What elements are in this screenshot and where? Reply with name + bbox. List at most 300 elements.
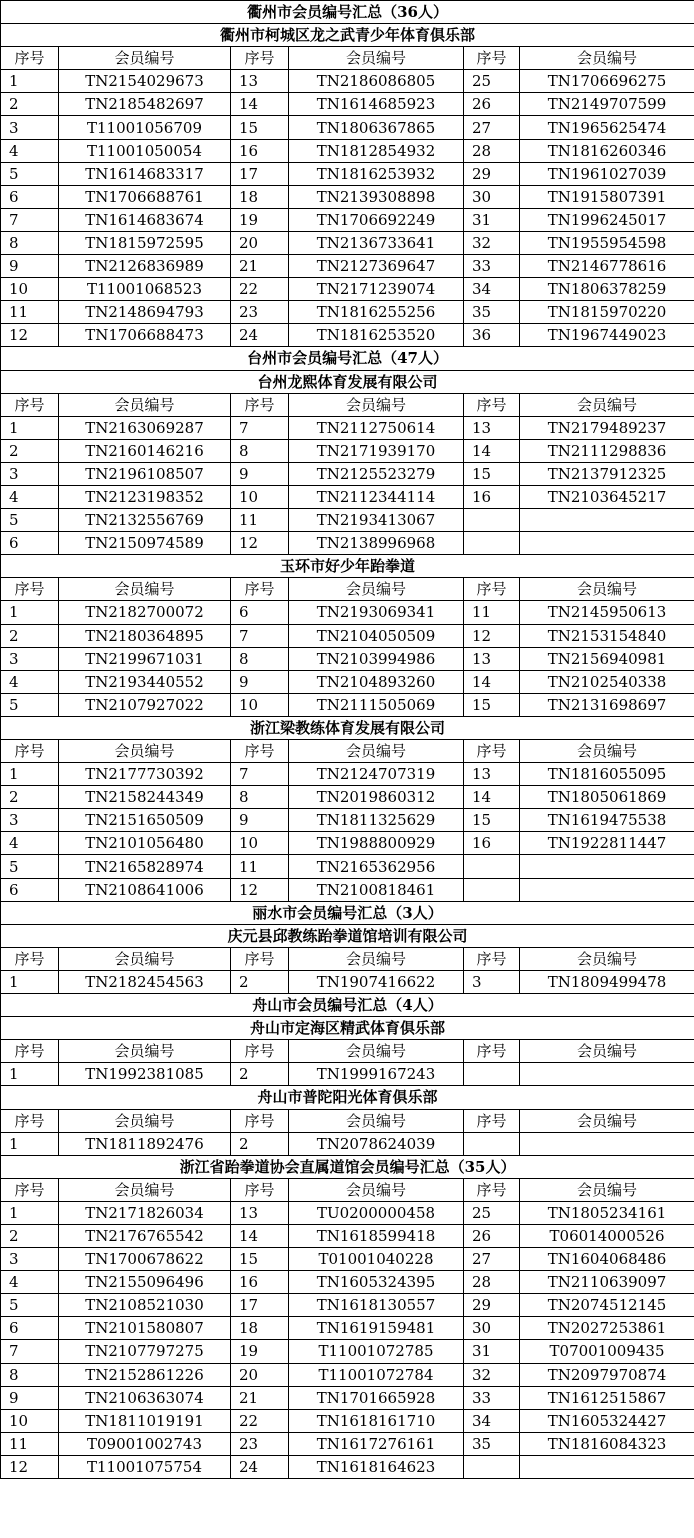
member-number-cell: TN1805061869 [520,786,694,809]
member-number-cell: TN2171826034 [59,1201,231,1224]
seq-cell: 29 [464,162,520,185]
seq-cell: 10 [231,693,289,716]
seq-cell: 1 [1,1201,59,1224]
table-row [1,1432,694,1455]
member-number-cell: TN2193413067 [289,509,464,532]
seq-cell: 9 [231,670,289,693]
member-number-cell: TN2125523279 [289,462,464,485]
seq-cell: 3 [1,809,59,832]
seq-cell: 15 [464,693,520,716]
table-row [1,1132,694,1155]
member-number-column-header: 会员编号 [59,47,231,70]
member-number-cell [520,532,694,555]
member-number-cell: TN1815972595 [59,231,231,254]
table-row [1,324,694,347]
member-number-cell: TN2104050509 [289,624,464,647]
member-number-cell: TN1605324395 [289,1271,464,1294]
member-number-cell: TN2199671031 [59,647,231,670]
member-number-column-header: 会员编号 [520,1178,694,1201]
seq-cell: 30 [464,1317,520,1340]
column-header-row [1,1040,694,1063]
seq-cell: 20 [231,1363,289,1386]
member-number-cell: TN1996245017 [520,208,694,231]
seq-cell: 12 [231,532,289,555]
seq-cell: 8 [231,647,289,670]
seq-cell: 9 [231,462,289,485]
member-number-cell: TN2179489237 [520,416,694,439]
seq-column-header: 序号 [464,1040,520,1063]
member-number-cell: T07001009435 [520,1340,694,1363]
seq-cell: 5 [1,162,59,185]
seq-cell: 13 [464,416,520,439]
member-number-cell: TN2101580807 [59,1317,231,1340]
table-row [1,485,694,508]
seq-cell: 12 [231,878,289,901]
column-header-row [1,947,694,970]
member-number-cell: TN2111505069 [289,693,464,716]
member-number-cell: TN1618599418 [289,1224,464,1247]
seq-cell: 12 [464,624,520,647]
member-number-cell: TN1811325629 [289,809,464,832]
member-number-cell: TN2102540338 [520,670,694,693]
member-number-cell: TN2160146216 [59,439,231,462]
seq-column-header: 序号 [231,578,289,601]
city-summary-title: 台州市会员编号汇总（47人） [1,347,694,370]
table-row [1,693,694,716]
seq-cell: 22 [231,1409,289,1432]
table-row [1,462,694,485]
seq-cell: 4 [1,670,59,693]
seq-cell: 14 [464,786,520,809]
seq-cell: 27 [464,1248,520,1271]
member-number-cell: TN1816055095 [520,763,694,786]
member-number-column-header: 会员编号 [289,1109,464,1132]
table-row [1,1386,694,1409]
seq-cell: 27 [464,116,520,139]
seq-cell: 6 [1,185,59,208]
seq-cell: 5 [1,855,59,878]
seq-cell: 2 [1,439,59,462]
seq-cell: 10 [231,485,289,508]
member-number-cell: TN2112344114 [289,485,464,508]
seq-cell: 20 [231,231,289,254]
seq-cell: 31 [464,1340,520,1363]
seq-cell: 3 [1,647,59,670]
table-row [1,301,694,324]
seq-cell: 18 [231,185,289,208]
member-number-cell: TN1915807391 [520,185,694,208]
member-number-cell: TN2132556769 [59,509,231,532]
member-number-column-header: 会员编号 [520,740,694,763]
member-number-column-header: 会员编号 [520,1040,694,1063]
member-number-cell: TN1618161710 [289,1409,464,1432]
table-row [1,509,694,532]
city-summary-title: 衢州市会员编号汇总（36人） [1,1,694,24]
member-number-cell: TN1809499478 [520,970,694,993]
seq-cell: 1 [1,70,59,93]
member-number-cell: TN1816253932 [289,162,464,185]
member-number-column-header: 会员编号 [59,578,231,601]
member-number-column-header: 会员编号 [59,1178,231,1201]
table-row [1,878,694,901]
table-row [1,763,694,786]
member-number-cell [520,855,694,878]
member-number-cell: TN1992381085 [59,1063,231,1086]
seq-cell: 13 [231,70,289,93]
member-number-cell: TN1961027039 [520,162,694,185]
member-number-column-header: 会员编号 [289,740,464,763]
table-row [1,809,694,832]
seq-cell: 3 [1,462,59,485]
member-number-cell: TN2107797275 [59,1340,231,1363]
seq-cell: 5 [1,693,59,716]
seq-column-header: 序号 [231,740,289,763]
member-number-cell: TN1805234161 [520,1201,694,1224]
member-number-cell: TN1806367865 [289,116,464,139]
seq-cell: 13 [464,763,520,786]
club-name-title-row [1,716,694,739]
table-row [1,1340,694,1363]
member-number-cell: TN2153154840 [520,624,694,647]
city-summary-title: 丽水市会员编号汇总（3人） [1,901,694,924]
seq-cell [464,509,520,532]
member-number-cell: TN2182700072 [59,601,231,624]
seq-cell: 10 [1,278,59,301]
member-number-cell: TN2103994986 [289,647,464,670]
table-body [1,1,694,1479]
seq-column-header: 序号 [231,1178,289,1201]
member-number-cell: TN1614683674 [59,208,231,231]
seq-column-header: 序号 [1,578,59,601]
seq-cell: 28 [464,139,520,162]
city-summary-title-row [1,1,694,24]
member-number-cell: TN2196108507 [59,462,231,485]
seq-cell: 12 [1,324,59,347]
club-name-title: 玉环市好少年跆拳道 [1,555,694,578]
seq-cell: 1 [1,601,59,624]
seq-cell [464,1063,520,1086]
member-number-cell: TN1612515867 [520,1386,694,1409]
seq-cell: 16 [464,485,520,508]
seq-cell: 7 [1,208,59,231]
member-number-column-header: 会员编号 [59,947,231,970]
member-number-column-header: 会员编号 [289,578,464,601]
column-header-row [1,1109,694,1132]
member-number-cell: TN1967449023 [520,324,694,347]
member-number-cell: TN2156940981 [520,647,694,670]
member-number-cell: TN2027253861 [520,1317,694,1340]
member-number-column-header: 会员编号 [520,47,694,70]
member-number-cell: TN2101056480 [59,832,231,855]
seq-cell: 16 [231,139,289,162]
seq-cell: 15 [464,809,520,832]
member-number-cell: TN1988800929 [289,832,464,855]
seq-cell: 11 [1,301,59,324]
seq-cell: 17 [231,162,289,185]
seq-column-header: 序号 [231,47,289,70]
seq-cell: 8 [231,786,289,809]
member-number-cell: T01001040228 [289,1248,464,1271]
table-row [1,601,694,624]
club-name-title-row [1,555,694,578]
seq-column-header: 序号 [1,1040,59,1063]
member-number-cell [520,1132,694,1155]
seq-cell: 21 [231,255,289,278]
table-row [1,1409,694,1432]
member-number-cell: T11001075754 [59,1455,231,1478]
seq-cell: 1 [1,1063,59,1086]
table-row [1,1248,694,1271]
seq-column-header: 序号 [1,393,59,416]
member-number-cell: TN2111298836 [520,439,694,462]
table-row [1,1224,694,1247]
table-row [1,162,694,185]
club-name-title-row [1,1086,694,1109]
seq-cell: 5 [1,509,59,532]
city-summary-title: 浙江省跆拳道协会直属道馆会员编号汇总（35人） [1,1155,694,1178]
seq-cell: 15 [231,1248,289,1271]
seq-cell: 11 [231,855,289,878]
seq-cell: 9 [1,255,59,278]
member-number-cell: TN2138996968 [289,532,464,555]
member-number-cell: TN2165362956 [289,855,464,878]
member-number-cell: TN2145950613 [520,601,694,624]
seq-column-header: 序号 [1,47,59,70]
member-number-cell: TN1614685923 [289,93,464,116]
member-number-cell: TN1816084323 [520,1432,694,1455]
member-number-cell: TN2171939170 [289,439,464,462]
table-row [1,439,694,462]
member-number-cell: TN2107927022 [59,693,231,716]
seq-column-header: 序号 [464,393,520,416]
member-number-cell: TN1614683317 [59,162,231,185]
seq-cell [464,1455,520,1478]
club-name-title-row [1,24,694,47]
member-number-cell: TN2108521030 [59,1294,231,1317]
member-number-column-header: 会员编号 [520,578,694,601]
member-number-cell: TN2154029673 [59,70,231,93]
member-number-cell: TN2171239074 [289,278,464,301]
member-number-cell: TN1816260346 [520,139,694,162]
seq-cell: 30 [464,185,520,208]
seq-cell: 14 [231,1224,289,1247]
seq-cell: 14 [464,670,520,693]
member-number-column-header: 会员编号 [289,947,464,970]
city-summary-title: 舟山市会员编号汇总（4人） [1,994,694,1017]
table-row [1,855,694,878]
member-number-cell: TN2186086805 [289,70,464,93]
seq-cell: 2 [231,970,289,993]
seq-cell: 2 [1,624,59,647]
member-number-cell: T11001072785 [289,1340,464,1363]
seq-cell: 1 [1,763,59,786]
member-number-cell: TN2124707319 [289,763,464,786]
seq-cell: 24 [231,324,289,347]
seq-cell: 1 [1,1132,59,1155]
city-summary-title-row [1,994,694,1017]
club-name-title: 台州龙熙体育发展有限公司 [1,370,694,393]
seq-cell: 12 [1,1455,59,1478]
member-number-cell: TN1811892476 [59,1132,231,1155]
member-number-cell: TN2150974589 [59,532,231,555]
seq-cell: 14 [464,439,520,462]
member-number-cell: TN1604068486 [520,1248,694,1271]
seq-cell: 10 [1,1409,59,1432]
member-number-cell [520,1455,694,1478]
member-number-cell: TN2019860312 [289,786,464,809]
club-name-title: 浙江梁教练体育发展有限公司 [1,716,694,739]
table-row [1,231,694,254]
column-header-row [1,578,694,601]
member-number-cell: TN1706696275 [520,70,694,93]
member-number-cell: TN2104893260 [289,670,464,693]
seq-cell: 13 [231,1201,289,1224]
member-number-cell: TN2146778616 [520,255,694,278]
member-number-column-header: 会员编号 [289,1040,464,1063]
seq-cell: 33 [464,255,520,278]
member-number-cell: TN2136733641 [289,231,464,254]
seq-cell: 8 [1,231,59,254]
seq-column-header: 序号 [231,1109,289,1132]
member-number-cell: TN1605324427 [520,1409,694,1432]
member-number-cell: TN2123198352 [59,485,231,508]
seq-column-header: 序号 [231,947,289,970]
seq-cell: 11 [1,1432,59,1455]
seq-cell: 7 [231,416,289,439]
seq-cell: 2 [231,1063,289,1086]
seq-cell: 24 [231,1455,289,1478]
member-number-cell: TN1922811447 [520,832,694,855]
member-number-cell: TN2078624039 [289,1132,464,1155]
member-number-cell: TN1706692249 [289,208,464,231]
seq-cell: 29 [464,1294,520,1317]
member-number-cell: TN2097970874 [520,1363,694,1386]
table-row [1,624,694,647]
city-summary-title-row [1,347,694,370]
seq-cell: 13 [464,647,520,670]
member-number-column-header: 会员编号 [59,1109,231,1132]
seq-cell: 16 [464,832,520,855]
member-number-cell: TN2163069287 [59,416,231,439]
seq-cell: 11 [464,601,520,624]
club-name-title: 衢州市柯城区龙之武青少年体育俱乐部 [1,24,694,47]
seq-cell: 8 [231,439,289,462]
club-name-title: 舟山市普陀阳光体育俱乐部 [1,1086,694,1109]
seq-column-header: 序号 [464,1109,520,1132]
seq-cell: 6 [231,601,289,624]
member-number-cell: TN2193069341 [289,601,464,624]
member-number-cell: TN2103645217 [520,485,694,508]
seq-column-header: 序号 [464,578,520,601]
table-row [1,93,694,116]
seq-cell: 17 [231,1294,289,1317]
member-number-cell: TN2193440552 [59,670,231,693]
column-header-row [1,47,694,70]
table-row [1,1455,694,1478]
seq-column-header: 序号 [231,1040,289,1063]
member-number-column-header: 会员编号 [289,47,464,70]
seq-cell: 15 [231,116,289,139]
table-row [1,208,694,231]
seq-cell: 26 [464,93,520,116]
seq-cell: 25 [464,70,520,93]
member-number-cell: TN2110639097 [520,1271,694,1294]
seq-cell: 4 [1,485,59,508]
table-row [1,416,694,439]
member-number-column-header: 会员编号 [520,947,694,970]
member-number-cell: TN1618130557 [289,1294,464,1317]
member-number-cell: TN2149707599 [520,93,694,116]
seq-cell: 32 [464,1363,520,1386]
seq-cell: 10 [231,832,289,855]
seq-column-header: 序号 [231,393,289,416]
table-row [1,255,694,278]
member-number-cell: T11001056709 [59,116,231,139]
member-number-cell: TN1806378259 [520,278,694,301]
member-number-column-header: 会员编号 [520,1109,694,1132]
seq-column-header: 序号 [464,47,520,70]
table-row [1,670,694,693]
table-row [1,647,694,670]
member-number-column-header: 会员编号 [59,393,231,416]
city-summary-title-row [1,901,694,924]
table-row [1,185,694,208]
seq-cell: 34 [464,278,520,301]
member-number-cell: TN2139308898 [289,185,464,208]
seq-column-header: 序号 [464,1178,520,1201]
city-summary-title-row [1,1155,694,1178]
member-number-cell: TN2185482697 [59,93,231,116]
member-number-cell: TN2152861226 [59,1363,231,1386]
member-number-column-header: 会员编号 [289,1178,464,1201]
seq-cell: 1 [1,970,59,993]
seq-cell: 3 [464,970,520,993]
seq-cell: 21 [231,1386,289,1409]
seq-cell: 4 [1,832,59,855]
table-row [1,1271,694,1294]
seq-cell: 25 [464,1201,520,1224]
member-number-cell: TN1701665928 [289,1386,464,1409]
member-number-cell [520,509,694,532]
member-number-cell: TN2176765542 [59,1224,231,1247]
member-number-cell: TN1815970220 [520,301,694,324]
member-number-cell: TN2100818461 [289,878,464,901]
member-number-column-header: 会员编号 [59,1040,231,1063]
table-row [1,1363,694,1386]
seq-cell: 28 [464,1271,520,1294]
member-number-cell: TN1999167243 [289,1063,464,1086]
club-name-title-row [1,1017,694,1040]
member-number-cell: TN1619475538 [520,809,694,832]
member-number-cell: TN1955954598 [520,231,694,254]
seq-cell: 6 [1,532,59,555]
seq-cell: 26 [464,1224,520,1247]
member-number-cell [520,878,694,901]
member-number-cell: TN1907416622 [289,970,464,993]
seq-cell: 32 [464,231,520,254]
member-number-cell: TN1619159481 [289,1317,464,1340]
seq-cell: 2 [231,1132,289,1155]
seq-cell: 2 [1,93,59,116]
seq-cell: 4 [1,139,59,162]
member-number-cell: TN1811019191 [59,1409,231,1432]
member-number-cell: TN2158244349 [59,786,231,809]
seq-cell: 33 [464,1386,520,1409]
member-number-column-header: 会员编号 [520,393,694,416]
member-number-cell: T11001050054 [59,139,231,162]
table-row [1,832,694,855]
member-number-cell: TN2137912325 [520,462,694,485]
